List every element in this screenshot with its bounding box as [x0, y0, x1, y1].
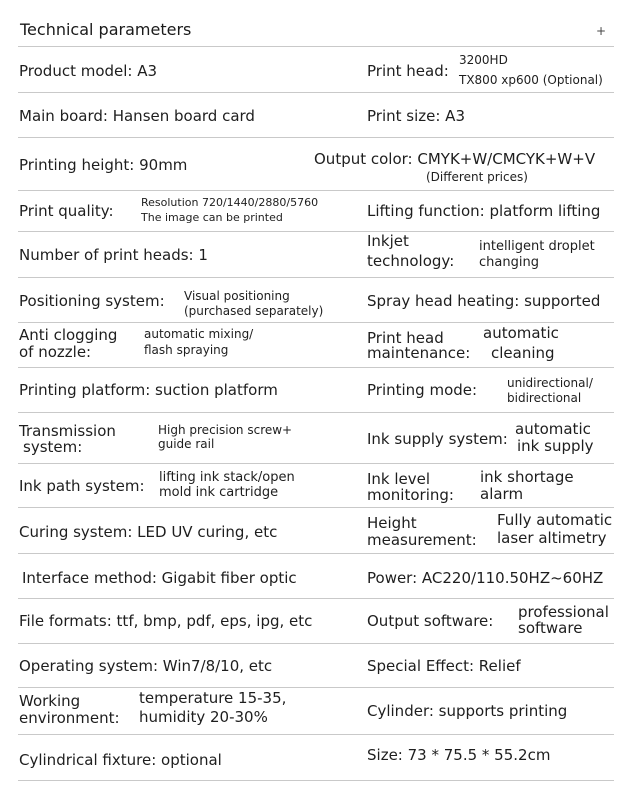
param-row — [18, 464, 614, 508]
anti-clog-label-1: Anti clogging — [19, 326, 118, 344]
param-row — [18, 554, 614, 599]
power: Power: AC220/110.50HZ~60HZ — [367, 569, 604, 587]
spray-head-heating: Spray head heating: supported — [367, 292, 601, 310]
operating-system: Operating system: Win7/8/10, etc — [19, 657, 273, 675]
ink-level-value-2: alarm — [480, 485, 524, 503]
param-row — [18, 413, 614, 464]
ink-level-label-1: Ink level — [367, 470, 431, 488]
print-head-value-2: TX800 xp600 (Optional) — [459, 73, 603, 87]
transmission-value-1: High precision screw+ — [158, 423, 293, 437]
transmission-label-1: Transmission — [19, 422, 116, 440]
machine-size: Size: 73 * 75.5 * 55.2cm — [367, 746, 551, 764]
head-maintenance-label-1: Print head — [367, 329, 444, 347]
ink-level-value-1: ink shortage — [480, 468, 574, 486]
section-header[interactable] — [18, 0, 614, 47]
height-measure-label-2: measurement: — [367, 531, 477, 549]
positioning-label: Positioning system: — [19, 292, 165, 310]
ink-supply-value-2: ink supply — [517, 437, 594, 455]
file-formats: File formats: ttf, bmp, pdf, eps, ipg, etc — [19, 612, 313, 630]
cylinder: Cylinder: supports printing — [367, 702, 568, 720]
param-row — [18, 191, 614, 232]
param-row — [18, 688, 614, 735]
expand-plus-icon[interactable]: + — [595, 24, 606, 38]
ink-supply-value-1: automatic — [515, 420, 591, 438]
working-env-label-2: environment: — [19, 709, 120, 727]
cylindrical-fixture: Cylindrical fixture: optional — [19, 751, 222, 769]
product-model: Product model: A3 — [19, 62, 158, 80]
ink-path-value-1: lifting ink stack/open — [159, 470, 295, 485]
param-row — [18, 232, 614, 278]
param-row — [18, 368, 614, 413]
printing-platform: Printing platform: suction platform — [19, 381, 278, 399]
section-title: Technical parameters — [20, 20, 192, 39]
printing-height: Printing height: 90mm — [19, 156, 188, 174]
print-quality-value-2: The image can be printed — [141, 211, 283, 224]
positioning-value-1: Visual positioning — [184, 289, 290, 303]
param-row — [18, 323, 614, 368]
param-row — [18, 138, 614, 191]
interface-method: Interface method: Gigabit fiber optic — [22, 569, 297, 587]
print-head-label: Print head: — [367, 62, 449, 80]
output-software-value-2: software — [518, 619, 583, 637]
transmission-label-2: system: — [23, 438, 83, 456]
working-env-value-2: humidity 20-30% — [139, 708, 268, 726]
print-size: Print size: A3 — [367, 107, 465, 125]
height-measure-value-2: laser altimetry — [497, 529, 607, 547]
output-software-label: Output software: — [367, 612, 494, 630]
output-color-note: (Different prices) — [426, 170, 528, 184]
print-heads-count: Number of print heads: 1 — [19, 246, 208, 264]
output-color: Output color: CMYK+W/CMCYK+W+V — [314, 150, 596, 168]
param-row — [18, 508, 614, 554]
printing-mode-label: Printing mode: — [367, 381, 478, 399]
param-row — [18, 278, 614, 323]
anti-clog-value-2: flash spraying — [144, 343, 229, 357]
print-head-value-1: 3200HD — [459, 53, 508, 67]
working-env-label-1: Working — [19, 692, 81, 710]
inkjet-tech-value-2: changing — [479, 255, 539, 270]
param-row — [18, 93, 614, 138]
output-software-value-1: professional — [518, 603, 609, 621]
anti-clog-label-2: of nozzle: — [19, 343, 92, 361]
head-maintenance-value-1: automatic — [483, 324, 559, 342]
inkjet-tech-value-1: intelligent droplet — [479, 239, 595, 254]
height-measure-value-1: Fully automatic — [497, 511, 613, 529]
print-quality-label: Print quality: — [19, 202, 114, 220]
transmission-value-2: guide rail — [158, 437, 215, 451]
head-maintenance-value-2: cleaning — [491, 344, 555, 362]
ink-path-label: Ink path system: — [19, 477, 145, 495]
positioning-value-2: (purchased separately) — [184, 304, 324, 318]
param-row — [18, 735, 614, 781]
print-quality-value-1: Resolution 720/1440/2880/5760 — [141, 196, 319, 209]
printing-mode-value-1: unidirectional/ — [507, 376, 593, 390]
main-board: Main board: Hansen board card — [19, 107, 255, 125]
printing-mode-value-2: bidirectional — [507, 391, 582, 405]
special-effect: Special Effect: Relief — [367, 657, 521, 675]
param-row — [18, 644, 614, 688]
lifting-function: Lifting function: platform lifting — [367, 202, 601, 220]
ink-path-value-2: mold ink cartridge — [159, 485, 279, 500]
param-row — [18, 599, 614, 644]
curing-system: Curing system: LED UV curing, etc — [19, 523, 278, 541]
param-row — [18, 47, 614, 93]
ink-supply-label: Ink supply system: — [367, 430, 508, 448]
height-measure-label-1: Height — [367, 514, 417, 532]
anti-clog-value-1: automatic mixing/ — [144, 327, 254, 341]
inkjet-tech-label-2: technology: — [367, 252, 455, 270]
head-maintenance-label-2: maintenance: — [367, 344, 471, 362]
working-env-value-1: temperature 15-35, — [139, 689, 287, 707]
ink-level-label-2: monitoring: — [367, 486, 454, 504]
inkjet-tech-label-1: Inkjet — [367, 232, 409, 250]
